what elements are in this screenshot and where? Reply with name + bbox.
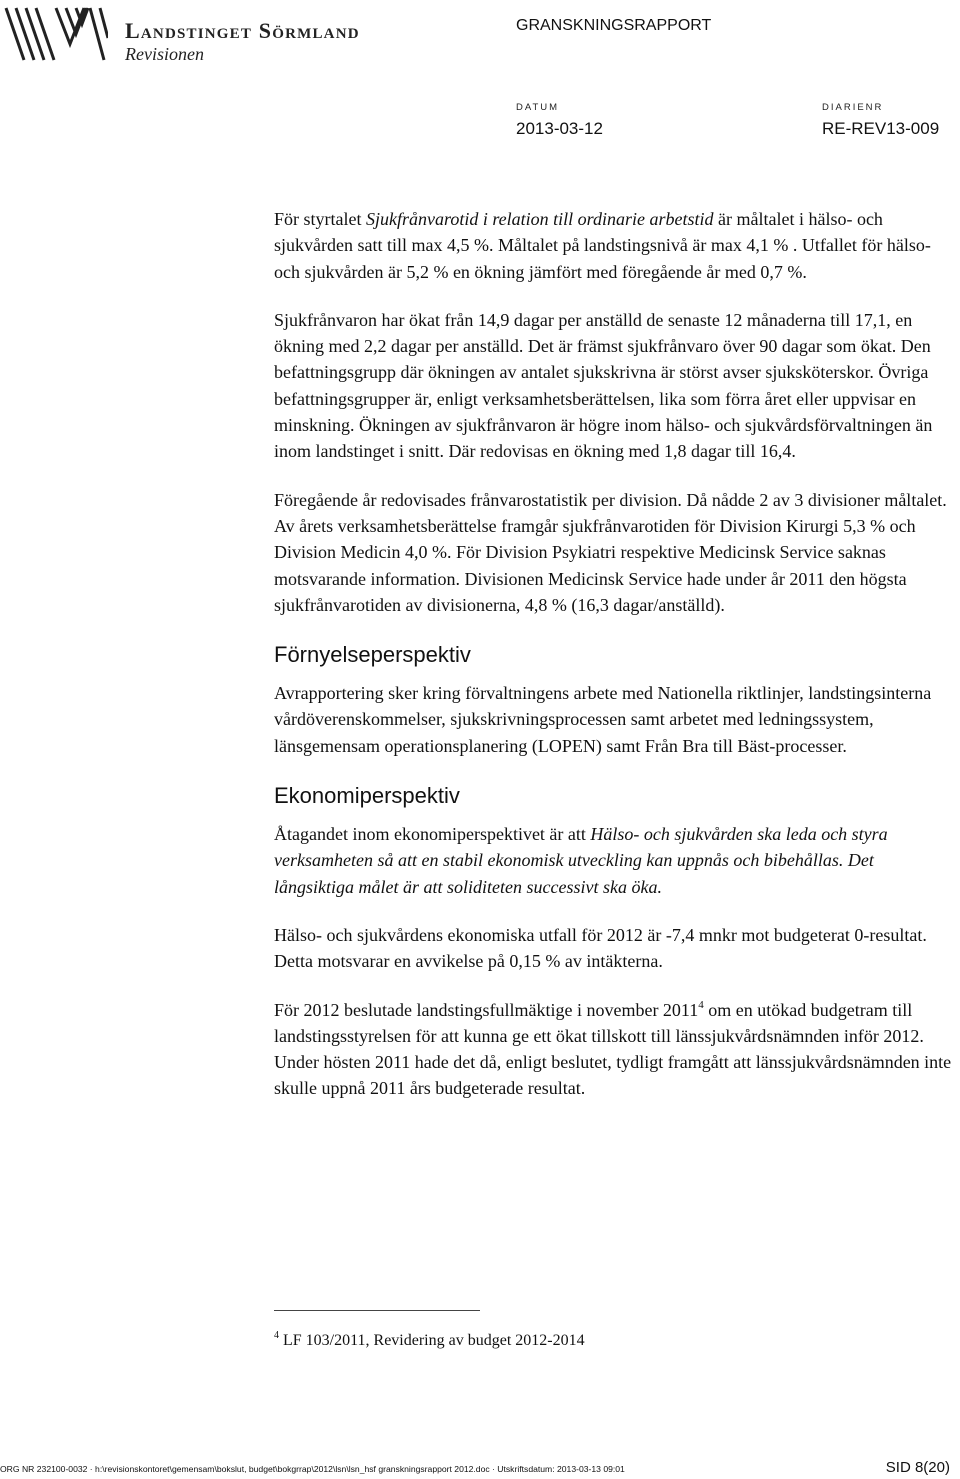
org-name: Landstinget Sörmland xyxy=(125,18,360,43)
paragraph-ekonomiskt-utfall: Hälso- och sjukvårdens ekonomiska utfall för 2012 är -7,4 mnkr mot budgeterat 0-resultat. Detta motsvarar en avvikelse på 0,15 % av intäkterna. xyxy=(274,924,927,972)
diarienr-value: RE-REV13-009 xyxy=(822,119,940,138)
document-type: GRANSKNINGSRAPPORT xyxy=(516,17,712,34)
datum-value: 2013-03-12 xyxy=(516,119,603,138)
footer-org-path: ORG NR 232100-0032 · h:\revisionskontoret\gemensam\bokslut, budget\bokgrrap\2012\lsn\lsn_hsf granskningsrapport 2012.doc · Utskriftsdatum: 2013-03-13 09:01 xyxy=(0,1464,625,1474)
heading-fornyelseperspektiv: Förnyelseperspektiv xyxy=(274,642,471,668)
paragraph-sjukfranvaro-okning: Sjukfrånvaron har ökat från 14,9 dagar per anställd de senaste 12 månaderna till 17,1, en ökning med 2,2 dagar per anställd. Det är främst sjukfrånvaro över 90 dagar som ökat. Den befattningsgrupp där ökningen av antalet sjukskrivna är störst avser sjuksköterskor. Övriga befattningsgrupper är, enligt verksamhetsberättelsen, lika som förra året eller uppvisar en minskning. Ökningen av sjukfrånvaron är högre inom hälso- och sjukvårdsförvaltningen än inom landstinget i snitt. Där redovisas en ökning med 1,8 dagar till 16,4. xyxy=(274,309,933,462)
datum-label: DATUM xyxy=(516,102,560,113)
paragraph-fornyelse: Avrapportering sker kring förvaltningens arbete med Nationella riktlinjer, landstingsinterna vårdöverenskommelser, sjukskrivningsprocessen samt arbetet med ledningssystem, länsgemensam operationsplanering (LOPEN) samt Från Bra till Bäst-processer. xyxy=(274,683,932,756)
footnote-divider xyxy=(274,1310,480,1311)
org-subtitle: Revisionen xyxy=(125,44,204,64)
report-body xyxy=(274,206,954,1124)
page-number: SID 8(20) xyxy=(885,1459,950,1476)
diarienr-label: DIARIENR xyxy=(822,102,884,113)
landstinget-sormland-logo-icon xyxy=(4,4,108,62)
paragraph-sjukfranvarotid: För styrtalet Sjukfrånvarotid i relation till ordinarie arbetstid är måltalet i hälso- och sjukvården satt till max 4,5 %. Måltalet på landstingsnivå är max 4,1 % . Utfallet för hälso- och sjukvården är 5,2 % en ökning jämfört med föregående år med 0,7 %. xyxy=(274,209,931,282)
paragraph-divisioner: Föregående år redovisades frånvarostatistik per division. Då nådde 2 av 3 divisioner måltalet. Av årets verksamhetsberättelse framgår sjukfrånvarotiden för Division Kirurgi 5,3 % och Division Medicin 4,0 %. För Division Psykiatri respektive Medicinsk Service saknas motsvarande information. Divisionen Medicinsk Service hade under år 2011 den högsta sjukfrånvarotiden av divisionerna, 4,8 % (16,3 dagar/anställd). xyxy=(274,489,947,615)
footnote-reference: 4 xyxy=(698,998,704,1011)
footnote: $^4$ LF 103/2011, Revidering av budget 2012-2014 xyxy=(274,1330,585,1349)
paragraph-atagande: Åtagandet inom ekonomiperspektivet är att Hälso- och sjukvården ska leda och styra verksamheten så att en stabil ekonomisk utveckling kan uppnås och bibehållas. Det långsiktiga målet är att soliditeten successivt ska öka. xyxy=(274,824,888,897)
paragraph-budgetram: För 2012 beslutade landstingsfullmäktige i november 2011$^4$ om en utökad budgetram till landstingsstyrelsen för att kunna ge ett ökat tillskott till länssjukvårdsnämnden inför 2012. Under hösten 2011 hade det då, enligt beslutet, tydligt framgått att länssjukvårdsnämnden inte skulle uppnå 2011 års budgeterade resultat. xyxy=(274,998,952,1099)
heading-ekonomiperspektiv: Ekonomiperspektiv xyxy=(274,783,460,809)
